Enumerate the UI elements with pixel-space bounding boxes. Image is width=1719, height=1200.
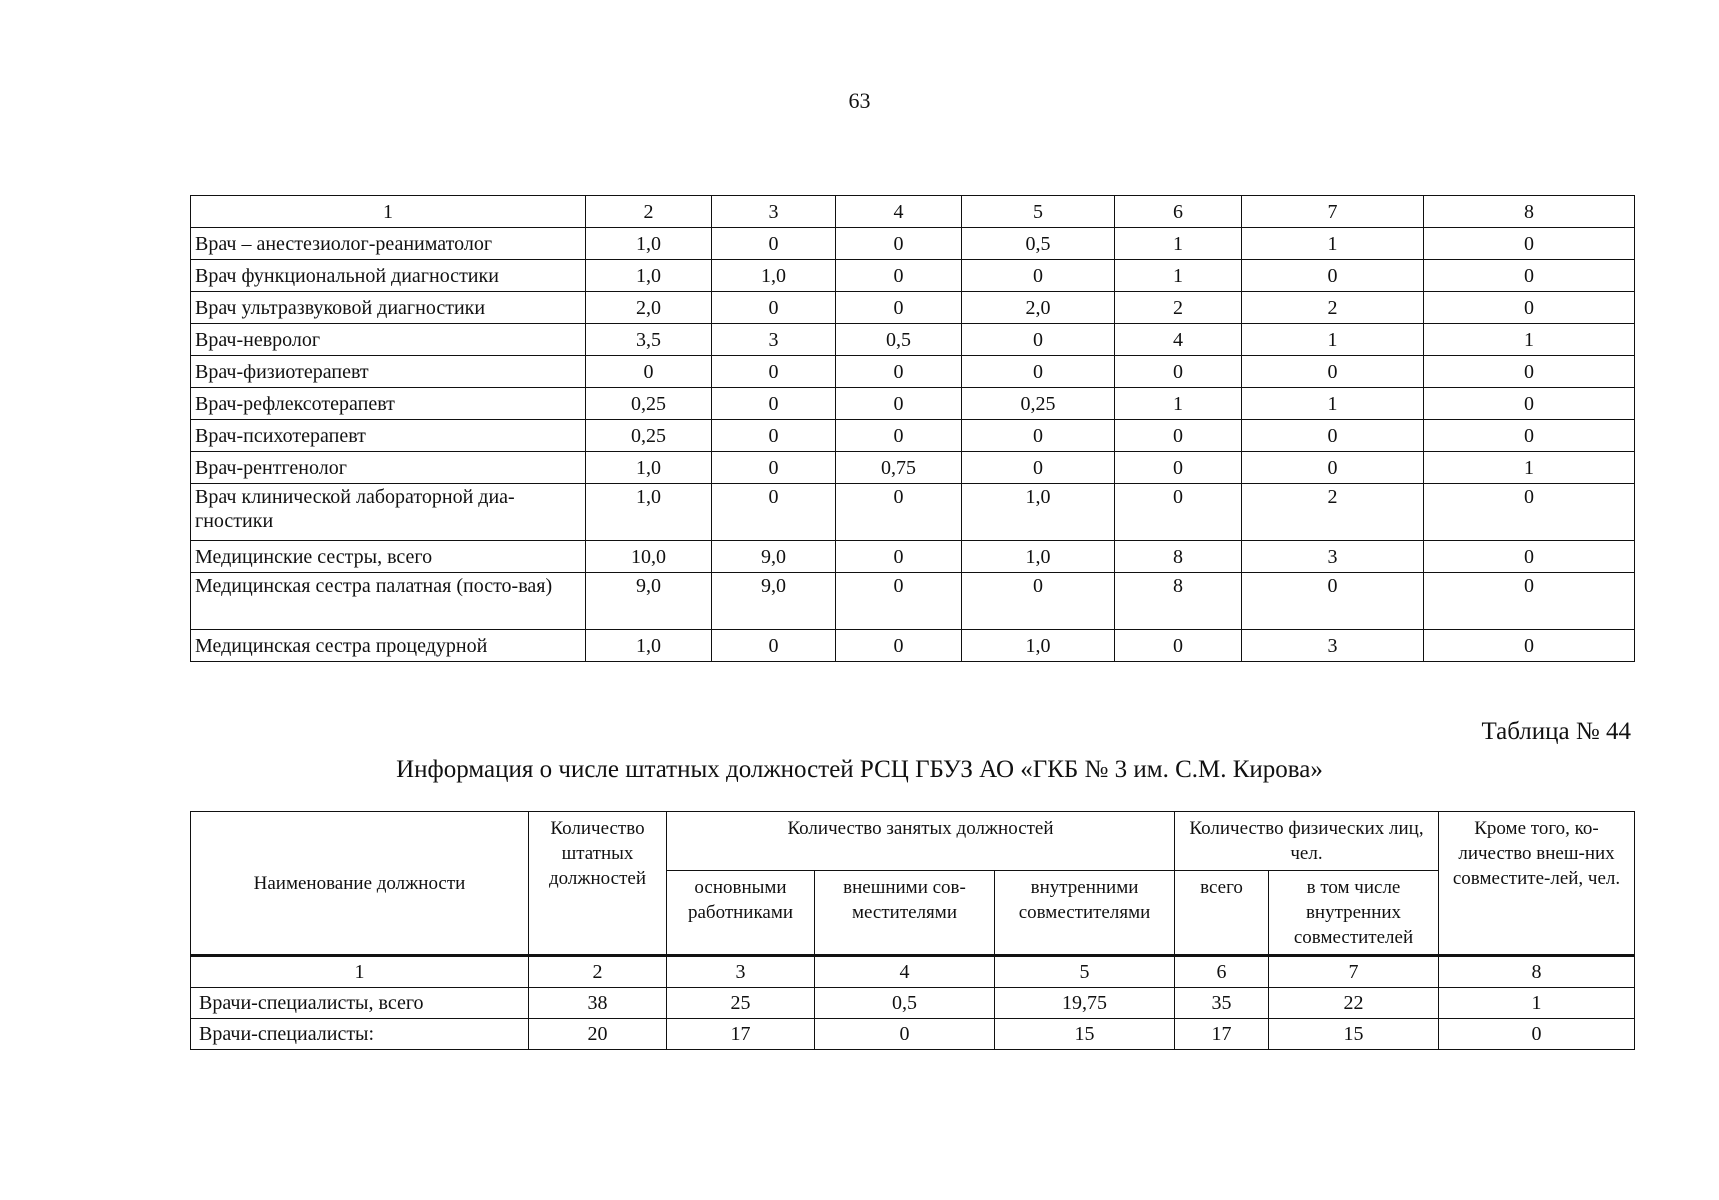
cell-value: 0 bbox=[586, 356, 712, 388]
position-name: Медицинские сестры, всего bbox=[191, 541, 586, 573]
cell-value: 0 bbox=[1424, 260, 1635, 292]
position-name: Врач функциональной диагностики bbox=[191, 260, 586, 292]
table-row bbox=[191, 356, 1635, 388]
cell-value: 19,75 bbox=[995, 988, 1175, 1019]
table-row bbox=[191, 630, 1635, 662]
cell-value: 0 bbox=[712, 420, 836, 452]
cell-value: 0 bbox=[1115, 420, 1242, 452]
column-number: 4 bbox=[836, 196, 962, 228]
cell-value: 3 bbox=[712, 324, 836, 356]
cell-value: 2 bbox=[1242, 292, 1424, 324]
cell-value: 0 bbox=[1424, 484, 1635, 541]
position-name: Врач-физиотерапевт bbox=[191, 356, 586, 388]
page-number: 63 bbox=[848, 88, 871, 113]
column-number: 6 bbox=[1175, 956, 1269, 988]
cell-value: 0 bbox=[836, 292, 962, 324]
table-caption: Таблица № 44 bbox=[1481, 718, 1631, 745]
cell-value: 0,5 bbox=[962, 228, 1115, 260]
cell-value: 17 bbox=[667, 1019, 815, 1050]
column-number-row bbox=[191, 196, 1635, 228]
header-occupied-positions: Количество занятых должностей bbox=[667, 812, 1175, 871]
column-number: 7 bbox=[1269, 956, 1439, 988]
cell-value: 1,0 bbox=[586, 260, 712, 292]
cell-value: 0 bbox=[1424, 630, 1635, 662]
table-row bbox=[191, 573, 1635, 630]
header-physical-persons: Количество физических лиц, чел. bbox=[1175, 812, 1439, 871]
header-staff-count: Количество штатных должностей bbox=[529, 812, 667, 956]
cell-value: 0 bbox=[1424, 292, 1635, 324]
cell-value: 8 bbox=[1115, 573, 1242, 630]
cell-value: 0 bbox=[1439, 1019, 1635, 1050]
cell-value: 15 bbox=[995, 1019, 1175, 1050]
cell-value: 22 bbox=[1269, 988, 1439, 1019]
header-persons-total: всего bbox=[1175, 871, 1269, 956]
column-number: 1 bbox=[191, 196, 586, 228]
column-number: 2 bbox=[529, 956, 667, 988]
column-number: 8 bbox=[1439, 956, 1635, 988]
table-row bbox=[191, 388, 1635, 420]
cell-value: 9,0 bbox=[712, 541, 836, 573]
cell-value: 0 bbox=[1242, 452, 1424, 484]
column-number: 5 bbox=[995, 956, 1175, 988]
cell-value: 0 bbox=[1424, 541, 1635, 573]
cell-value: 0 bbox=[712, 356, 836, 388]
cell-value: 0 bbox=[1242, 420, 1424, 452]
column-number: 7 bbox=[1242, 196, 1424, 228]
table-row bbox=[191, 988, 1635, 1019]
cell-value: 0,75 bbox=[836, 452, 962, 484]
column-number: 5 bbox=[962, 196, 1115, 228]
table-row bbox=[191, 1019, 1635, 1050]
cell-value: 0 bbox=[712, 630, 836, 662]
cell-value: 0 bbox=[836, 541, 962, 573]
cell-value: 0,25 bbox=[586, 420, 712, 452]
cell-value: 1 bbox=[1242, 324, 1424, 356]
cell-value: 1 bbox=[1424, 452, 1635, 484]
column-number-row bbox=[191, 956, 1635, 988]
cell-value: 0 bbox=[836, 630, 962, 662]
table-row bbox=[191, 260, 1635, 292]
cell-value: 10,0 bbox=[586, 541, 712, 573]
position-name: Врач-невролог bbox=[191, 324, 586, 356]
cell-value: 0 bbox=[1424, 573, 1635, 630]
header-occupied-main: основными работниками bbox=[667, 871, 815, 956]
position-name: Врач-рефлексотерапевт bbox=[191, 388, 586, 420]
cell-value: 1 bbox=[1115, 228, 1242, 260]
cell-value: 0 bbox=[836, 228, 962, 260]
cell-value: 0 bbox=[962, 420, 1115, 452]
cell-value: 1,0 bbox=[586, 452, 712, 484]
cell-value: 0 bbox=[836, 573, 962, 630]
cell-value: 1 bbox=[1242, 388, 1424, 420]
cell-value: 0 bbox=[836, 420, 962, 452]
cell-value: 1,0 bbox=[712, 260, 836, 292]
table-row bbox=[191, 324, 1635, 356]
cell-value: 0 bbox=[1424, 228, 1635, 260]
cell-value: 15 bbox=[1269, 1019, 1439, 1050]
cell-value: 17 bbox=[1175, 1019, 1269, 1050]
cell-value: 1 bbox=[1115, 260, 1242, 292]
column-number: 6 bbox=[1115, 196, 1242, 228]
cell-value: 0 bbox=[712, 292, 836, 324]
cell-value: 0 bbox=[712, 228, 836, 260]
cell-value: 1,0 bbox=[586, 630, 712, 662]
cell-value: 9,0 bbox=[586, 573, 712, 630]
cell-value: 20 bbox=[529, 1019, 667, 1050]
cell-value: 2 bbox=[1242, 484, 1424, 541]
table-row bbox=[191, 292, 1635, 324]
cell-value: 1,0 bbox=[586, 228, 712, 260]
column-number: 8 bbox=[1424, 196, 1635, 228]
cell-value: 0 bbox=[836, 356, 962, 388]
cell-value: 1 bbox=[1424, 324, 1635, 356]
cell-value: 0 bbox=[836, 260, 962, 292]
cell-value: 2,0 bbox=[962, 292, 1115, 324]
cell-value: 3 bbox=[1242, 630, 1424, 662]
cell-value: 0 bbox=[1115, 452, 1242, 484]
cell-value: 1,0 bbox=[962, 541, 1115, 573]
cell-value: 25 bbox=[667, 988, 815, 1019]
position-name: Врач – анестезиолог-реаниматолог bbox=[191, 228, 586, 260]
cell-value: 0 bbox=[712, 452, 836, 484]
cell-value: 8 bbox=[1115, 541, 1242, 573]
cell-value: 0 bbox=[1242, 356, 1424, 388]
cell-value: 1 bbox=[1242, 228, 1424, 260]
position-name: Врачи-специалисты: bbox=[191, 1019, 529, 1050]
table-row bbox=[191, 228, 1635, 260]
cell-value: 9,0 bbox=[712, 573, 836, 630]
table-row bbox=[191, 420, 1635, 452]
cell-value: 3,5 bbox=[586, 324, 712, 356]
cell-value: 2,0 bbox=[586, 292, 712, 324]
cell-value: 1 bbox=[1439, 988, 1635, 1019]
cell-value: 3 bbox=[1242, 541, 1424, 573]
cell-value: 0 bbox=[1242, 573, 1424, 630]
cell-value: 0 bbox=[962, 260, 1115, 292]
header-external-extra: Кроме того, ко-личество внеш-них совместите-лей, чел. bbox=[1439, 812, 1635, 956]
cell-value: 4 bbox=[1115, 324, 1242, 356]
cell-value: 0 bbox=[1115, 356, 1242, 388]
position-name: Врач ультразвуковой диагностики bbox=[191, 292, 586, 324]
column-number: 4 bbox=[815, 956, 995, 988]
column-number: 2 bbox=[586, 196, 712, 228]
table-row bbox=[191, 452, 1635, 484]
cell-value: 0 bbox=[836, 484, 962, 541]
cell-value: 0,25 bbox=[586, 388, 712, 420]
cell-value: 0 bbox=[1115, 630, 1242, 662]
cell-value: 0 bbox=[962, 356, 1115, 388]
cell-value: 0,5 bbox=[836, 324, 962, 356]
cell-value: 2 bbox=[1115, 292, 1242, 324]
table-row bbox=[191, 541, 1635, 573]
cell-value: 1,0 bbox=[586, 484, 712, 541]
cell-value: 0 bbox=[962, 573, 1115, 630]
cell-value: 35 bbox=[1175, 988, 1269, 1019]
cell-value: 0 bbox=[1424, 388, 1635, 420]
cell-value: 0 bbox=[1424, 356, 1635, 388]
cell-value: 1,0 bbox=[962, 484, 1115, 541]
cell-value: 0 bbox=[962, 324, 1115, 356]
cell-value: 0,5 bbox=[815, 988, 995, 1019]
cell-value: 1 bbox=[1115, 388, 1242, 420]
header-persons-internal: в том числе внутренних совместителей bbox=[1269, 871, 1439, 956]
cell-value: 0,25 bbox=[962, 388, 1115, 420]
column-number: 3 bbox=[667, 956, 815, 988]
cell-value: 0 bbox=[1424, 420, 1635, 452]
table-row bbox=[191, 484, 1635, 541]
cell-value: 0 bbox=[1242, 260, 1424, 292]
cell-value: 0 bbox=[1115, 484, 1242, 541]
cell-value: 0 bbox=[836, 388, 962, 420]
staff-positions-table bbox=[190, 811, 1635, 1050]
position-name: Врач клинической лабораторной диа-гностики bbox=[191, 484, 586, 541]
position-name: Медицинская сестра процедурной bbox=[191, 630, 586, 662]
staffing-table-continuation bbox=[190, 195, 1635, 662]
cell-value: 0 bbox=[712, 388, 836, 420]
position-name: Врач-психотерапевт bbox=[191, 420, 586, 452]
cell-value: 1,0 bbox=[962, 630, 1115, 662]
position-name: Врачи-специалисты, всего bbox=[191, 988, 529, 1019]
cell-value: 0 bbox=[712, 484, 836, 541]
header-occupied-internal: внутренними совместителями bbox=[995, 871, 1175, 956]
header-position-name: Наименование должности bbox=[191, 812, 529, 956]
cell-value: 38 bbox=[529, 988, 667, 1019]
cell-value: 0 bbox=[962, 452, 1115, 484]
column-number: 1 bbox=[191, 956, 529, 988]
column-number: 3 bbox=[712, 196, 836, 228]
header-occupied-external: внешними сов-местителями bbox=[815, 871, 995, 956]
position-name: Медицинская сестра палатная (посто-вая) bbox=[191, 573, 586, 630]
cell-value: 0 bbox=[815, 1019, 995, 1050]
table-title: Информация о числе штатных должностей РСЦ ГБУЗ АО «ГКБ № 3 им. С.М. Кирова» bbox=[396, 756, 1323, 783]
position-name: Врач-рентгенолог bbox=[191, 452, 586, 484]
